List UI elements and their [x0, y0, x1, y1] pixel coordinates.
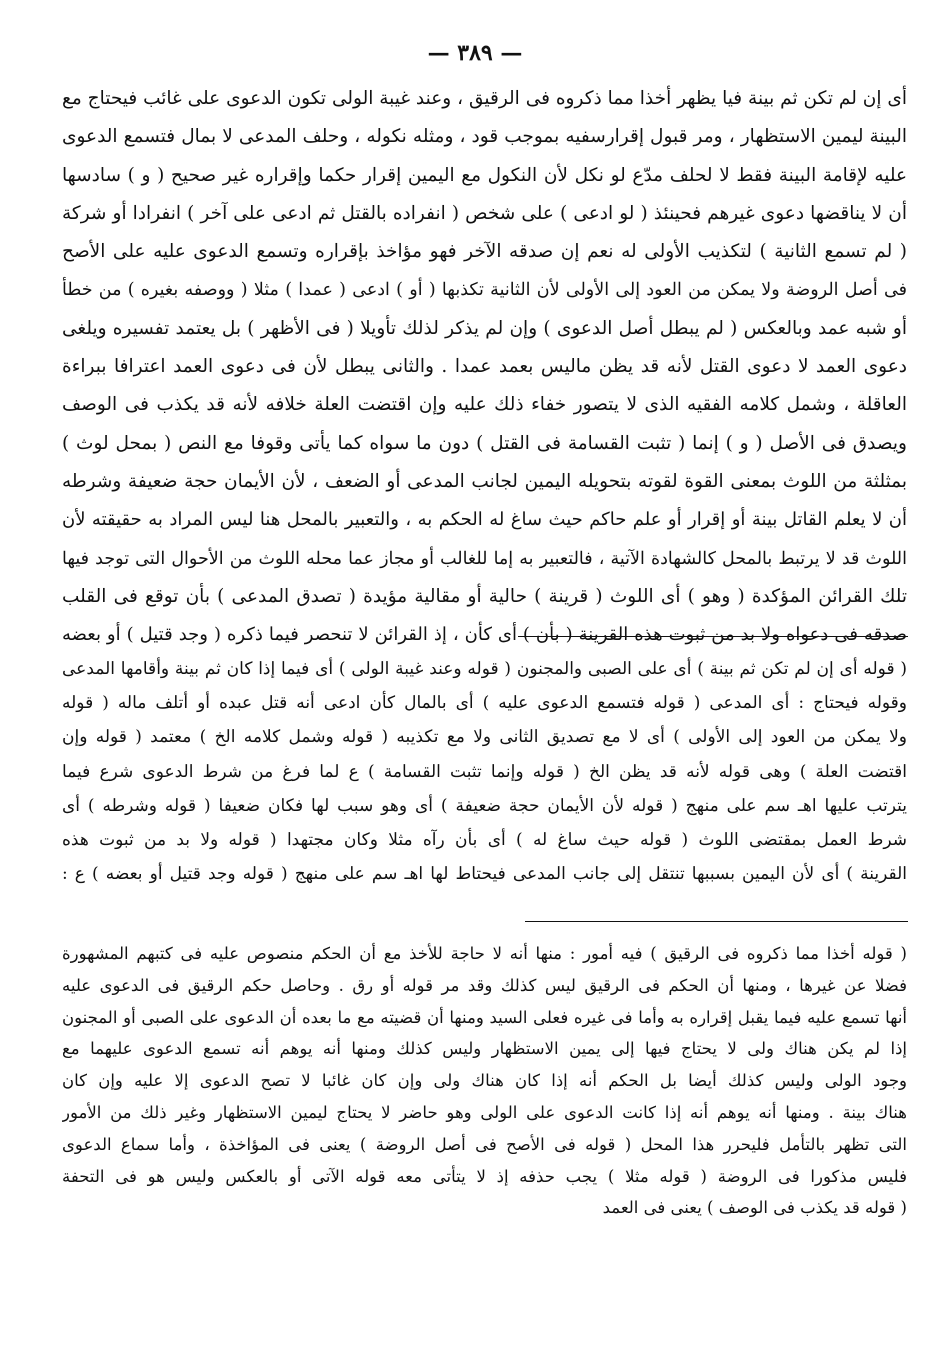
- footnote-line: ولا يمكن من العود إلى الأولى ) أى لا مع تصديق الثانى ولا مع تكذيبه ( قوله وشمل كلامه الخ ) معتمد ( قوله وإن: [62, 727, 907, 748]
- footnote-line: فضلا عن غيرها ، ومنها أن الحكم فى الرقيق ليس كذلك وقد مر قوله أو رق . وحاصل حكم الرقيق فى الدعوى عليه: [62, 975, 907, 995]
- footnote-line: القرينة ) أى لأن اليمين بسببها تنتقل إلى جانب المدعى فيحتاط لها اهـ سم على منهج ( قوله وجد قتيل أو بعضه ) ع :: [62, 864, 907, 885]
- footnote-line: شرط العمل بمقتضى اللوث ( قوله حيث ساغ له ) أى بأن رآه مثلا وكان مجتهدا ( قوله ولا بد من ثبوت هذه: [62, 829, 907, 850]
- footnote-line: وقوله فيحتاج : أى المدعى ( قوله فتسمع الدعوى عليه ) أى بالمال كأن ادعى أنه قتل عبده أو أتلف ماله ( قوله: [62, 693, 907, 714]
- main-text-line: أن لا يناقضها دعوى غيرهم فحينئذ ( لو ادعى ) على شخص ( انفراده بالقتل ثم ادعى على آخر ) انفرادا أو شركة: [62, 202, 907, 224]
- main-text-line: عليه لإقامة البينة فقط لا لحلف مدّع لو نكل لأن النكول مع اليمين إقرار حكما وإقراره غير صحيح ( و ) سادسها: [62, 164, 907, 186]
- main-text-line: ( لم تسمع الثانية ) لتكذيب الأولى له نعم إن صدقه الآخر فهو مؤاخذ بإقراره وتسمع الدعوى عليه على الأصح: [62, 241, 907, 263]
- page-number: — ٣٨٩ —: [427, 40, 523, 66]
- main-text-line: البينة ليمين الاستظهار ، ومر قبول إقرارسفيه بموجب قود ، ومثله نكوله ، وحلف المدعى لا بمال فتسمع الدعوى: [62, 126, 907, 148]
- main-text-line: ويصدق فى الأصل ( و ) إنما ( تثبت القسامة فى القتل ) دون ما سواه كما يأتى وقوفا مع النص ( بمحل لوث ): [62, 432, 907, 454]
- main-text: [62, 80, 907, 654]
- footnote-line: يترتب عليها اهـ سم على منهج ( قوله لأن الأيمان حجة ضعيفة ) أى وهو سبب لها فكان ضعيفا ( قوله وشرطه ) أى: [62, 795, 907, 816]
- main-text-line: صدقه فى دعواه ولا بد من ثبوت هذه القرينة ( بأن ) أى كأن ، إذ القرائن لا تنحصر فيما ذكره ( وجد قتيل ) أو بعضه: [62, 624, 907, 646]
- footnote-line: إذا لم يكن هناك ولى لا يحتاج فيها إلى يمين الاستظهار وليس كذلك ومنها أنه يوهم أنه تسمع الدعوى عليهما مع: [62, 1039, 907, 1059]
- main-text-line: أن لا يعلم القاتل بينة أو إقرار أو علم حاكم حيث ساغ له الحكم به ، والتعبير بالمحل هنا ليس المراد به حقيقته لأن: [62, 509, 907, 531]
- footnote-line: فليس مذكورا فى الروضة ( قوله مثلا ) يجب حذفه إذ لا يتأتى معه قوله الآتى أو بالعكس وليس هو فى التحفة: [62, 1166, 907, 1186]
- main-text-line: اللوث قد لا يرتبط بالمحل كالشهادة الآتية ، فالتعبير به إما للغالب أو مجاز عما محله اللوث من الأحوال التى توجد فيها: [62, 548, 907, 569]
- footnote-line: اقتضت العلة ) وهى قوله لأنه قد يظن الخ ( قوله وإنما تثبت القسامة ) ع لما فرغ من شرط الدعوى شرع فيما: [62, 761, 907, 782]
- footnote-separator: [525, 921, 908, 922]
- main-text-line: بمثلثة من اللوث بمعنى القوة لقوته بتحويله اليمين لجانب المدعى أو الضعف ، لأن الأيمان حجة ضعيفة وشرطه: [62, 470, 907, 492]
- main-text-line: دعوى العمد لا دعوى القتل لأنه قد يظن ماليس بعمد عمدا . والثانى يبطل لأن فى دعوى العمد اعترافا ببراءة: [62, 356, 907, 378]
- footnote-line: هناك بينة . ومنها أنه يوهم أنه إذا كانت الدعوى على الولى وهو حاضر لا يحتاج ليمين الاستظهار وغير ذلك من الأمور: [62, 1102, 907, 1122]
- footnote-block-2: [62, 938, 907, 1224]
- main-text-line: العاقلة ، وشمل كلامه الفقيه الذى لا يتصور خفاء ذلك عليه وإن اقتضت العلة خلافه لأنه قد يكذب فى الوصف: [62, 394, 907, 416]
- footnote-block-1: [62, 652, 907, 891]
- footnote-line: ( قوله قد يكذب فى الوصف ) يعنى فى العمد: [602, 1198, 907, 1218]
- footnote-line: ( قوله أخذا مما ذكروه فى الرقيق ) فيه أمور : منها أنه لا حاجة للأخذ مع أن الحكم منصوص عليه فى كتبهم المشهورة: [62, 944, 907, 963]
- footnote-line: أنها تسمع عليه فيما يقبل إقراره به وأما فى غيره فعلى السيد ومنها أن قضيته مع ما بعده أن الدعوى على الصبى أو المجنون: [62, 1007, 907, 1027]
- footnote-line: التى تظهر بالتأمل فليحرر هذا المحل ( قوله فى الأصح فى أصل الروضة ) يعنى فى المؤاخذة ، وأما سماع الدعوى: [62, 1134, 907, 1154]
- footnote-separator: [518, 636, 908, 637]
- main-text-line: تلك القرائن المؤكدة ( وهو ) أى اللوث ( قرينة ) حالية أو مقالية مؤيدة ( تصدق المدعى ) بأن توقع فى القلب: [62, 585, 907, 607]
- main-text-line: فى أصل الروضة ولا يمكن من العود إلى الأولى لأن الثانية تكذبها ( أو ) ادعى ( عمدا ) مثلا ( ووصفه بغيره ) من خطأ: [62, 280, 907, 301]
- main-text-line: أى إن لم تكن ثم بينة فيا يظهر أخذا مما ذكروه فى الرقيق ، وعند غيبة الولى تكون الدعوى على غائب فيحتاج مع: [62, 88, 907, 109]
- footnote-line: ( قوله أى إن لم تكن ثم بينة ) أى على الصبى والمجنون ( قوله وعند غيبة الولى ) أى فيما إذا كان ثم بينة وأقامها المدعى: [62, 659, 907, 679]
- main-text-line: أو شبه عمد وبالعكس ( لم يبطل أصل الدعوى ) وإن لم يذكر لذلك تأويلا ( فى الأظهر ) بل يعتمد تفسيره ويلغى: [62, 317, 907, 339]
- footnote-line: وجود الولى وليس كذلك أيضا بل الحكم أنه إذا كان هناك ولى وإن كان غائبا لا تصح الدعوى إلا عليه وإن كان: [62, 1071, 907, 1091]
